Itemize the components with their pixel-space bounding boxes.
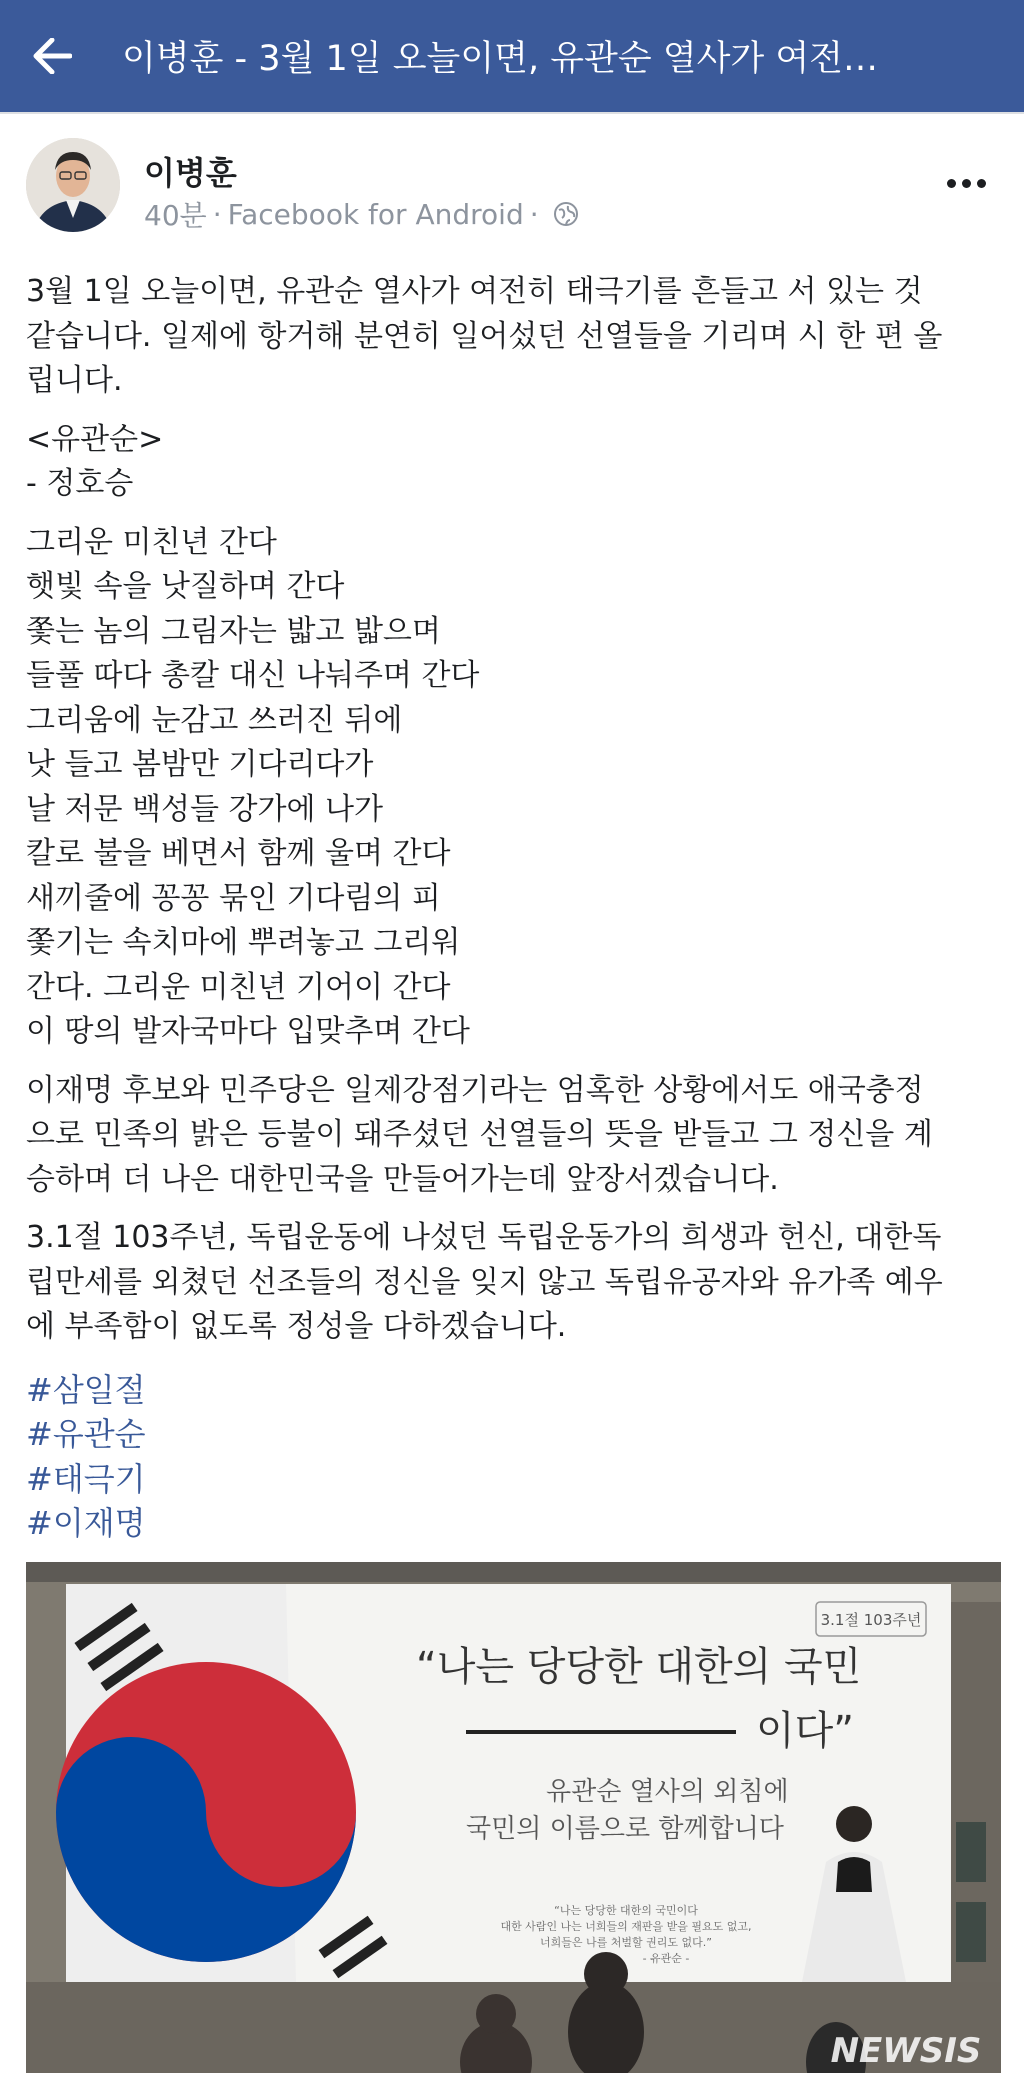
page-title: 이병훈 - 3월 1일 오늘이면, 유관순 열사가 여전… xyxy=(122,39,878,79)
poem-line: 이 땅의 발자국마다 입맞추며 간다 xyxy=(26,1014,470,1049)
poem-line: 낫 들고 봄밤만 기다리다가 xyxy=(26,747,374,782)
text-line: 립니다. xyxy=(26,363,123,398)
post-header xyxy=(26,138,998,248)
poem-line: 칼로 불을 베면서 함께 울며 간다 xyxy=(26,836,451,871)
post-time[interactable]: 40분 xyxy=(144,199,207,232)
hashtag-list xyxy=(26,1368,1001,1546)
intro-paragraph xyxy=(26,270,1001,404)
text-line: 승하며 더 나은 대한민국을 만들어가는데 앞장서겠습니다. xyxy=(26,1161,779,1197)
poem-heading xyxy=(26,418,1001,507)
post-photo[interactable] xyxy=(26,1562,1001,2073)
poem-author: - 정호승 xyxy=(26,466,134,501)
pledge-paragraph xyxy=(26,1069,1001,1203)
poem-line: 그리움에 눈감고 쓰러진 뒤에 xyxy=(26,702,403,738)
more-options-icon[interactable] xyxy=(944,168,988,198)
poem-title: <유관순> xyxy=(26,421,164,457)
avatar[interactable] xyxy=(26,138,120,232)
text-line: 으로 민족의 밝은 등불이 돼주셨던 선열들의 뜻을 받들고 그 정신을 계 xyxy=(26,1117,933,1152)
text-line: 이재명 후보와 민주당은 일제강점기라는 엄혹한 상황에서도 애국충정 xyxy=(26,1072,924,1108)
text-line: 같습니다. 일제에 항거해 분연히 일어섰던 선열들을 기리며 시 한 편 올 xyxy=(26,318,943,354)
banner-sub-line1: 유관순 열사의 외침에 xyxy=(546,1777,789,1807)
author-name[interactable]: 이병훈 xyxy=(144,154,237,192)
post-body xyxy=(26,270,1001,1546)
poem-line: 새끼줄에 꽁꽁 묶인 기다림의 피 xyxy=(26,880,441,916)
post-source: Facebook for Android xyxy=(227,197,524,231)
banner-small-line1: “나는 당당한 대한의 국민이다 xyxy=(554,1904,698,1917)
text-line: 3월 1일 오늘이면, 유관순 열사가 여전히 태극기를 흔들고 서 있는 것 xyxy=(26,274,923,309)
poem-line: 햇빛 속을 낫질하며 간다 xyxy=(26,569,345,604)
badge-text: 3.1절 103주년 xyxy=(820,1611,922,1629)
banner-small-line4: - 유관순 - xyxy=(642,1952,690,1965)
hashtag-link[interactable]: #유관순 xyxy=(26,1415,146,1453)
hashtag-link[interactable]: #이재명 xyxy=(26,1504,146,1542)
anniversary-paragraph xyxy=(26,1216,1001,1350)
meta-separator: · xyxy=(212,197,222,231)
text-line: 립만세를 외쳤던 선조들의 정신을 잊지 않고 독립유공자와 유가족 예우 xyxy=(26,1264,943,1300)
back-arrow-icon[interactable] xyxy=(22,26,82,86)
poem-body xyxy=(26,521,1001,1055)
hashtag-link[interactable]: #삼일절 xyxy=(26,1370,146,1409)
post-meta xyxy=(144,194,579,234)
hashtag-link[interactable]: #태극기 xyxy=(26,1459,146,1498)
banner-small-line2: 대한 사람인 나는 너희들의 재판을 받을 필요도 없고, xyxy=(500,1920,752,1933)
banner-quote-line2: 이다” xyxy=(756,1708,855,1754)
poem-line: 쫓는 놈의 그림자는 밟고 밟으며 xyxy=(26,613,441,649)
watermark: NEWSIS xyxy=(830,2031,982,2071)
poem-line: 간다. 그리운 미친년 기어이 간다 xyxy=(26,969,451,1005)
text-line: 에 부족함이 없도록 정성을 다하겠습니다. xyxy=(26,1309,567,1344)
poem-line: 날 저문 백성들 강가에 나가 xyxy=(26,791,383,827)
text-line: 3.1절 103주년, 독립운동에 나섰던 독립운동가의 희생과 헌신, 대한독 xyxy=(26,1220,942,1255)
header-divider xyxy=(0,112,1024,114)
banner-sub-line2: 국민의 이름으로 함께합니다 xyxy=(466,1814,784,1844)
poem-line: 들풀 따다 총칼 대신 나눠주며 간다 xyxy=(26,658,480,693)
banner-quote-line1: “나는 당당한 대한의 국민 xyxy=(416,1644,862,1690)
poem-line: 그리운 미친년 간다 xyxy=(26,524,277,560)
globe-icon xyxy=(553,201,579,227)
top-app-bar xyxy=(0,0,1024,112)
poem-line: 쫓기는 속치마에 뿌려놓고 그리워 xyxy=(26,925,461,960)
meta-separator: · xyxy=(529,197,539,231)
banner-small-line3: 너희들은 나를 처벌할 권리도 없다.” xyxy=(540,1936,712,1949)
